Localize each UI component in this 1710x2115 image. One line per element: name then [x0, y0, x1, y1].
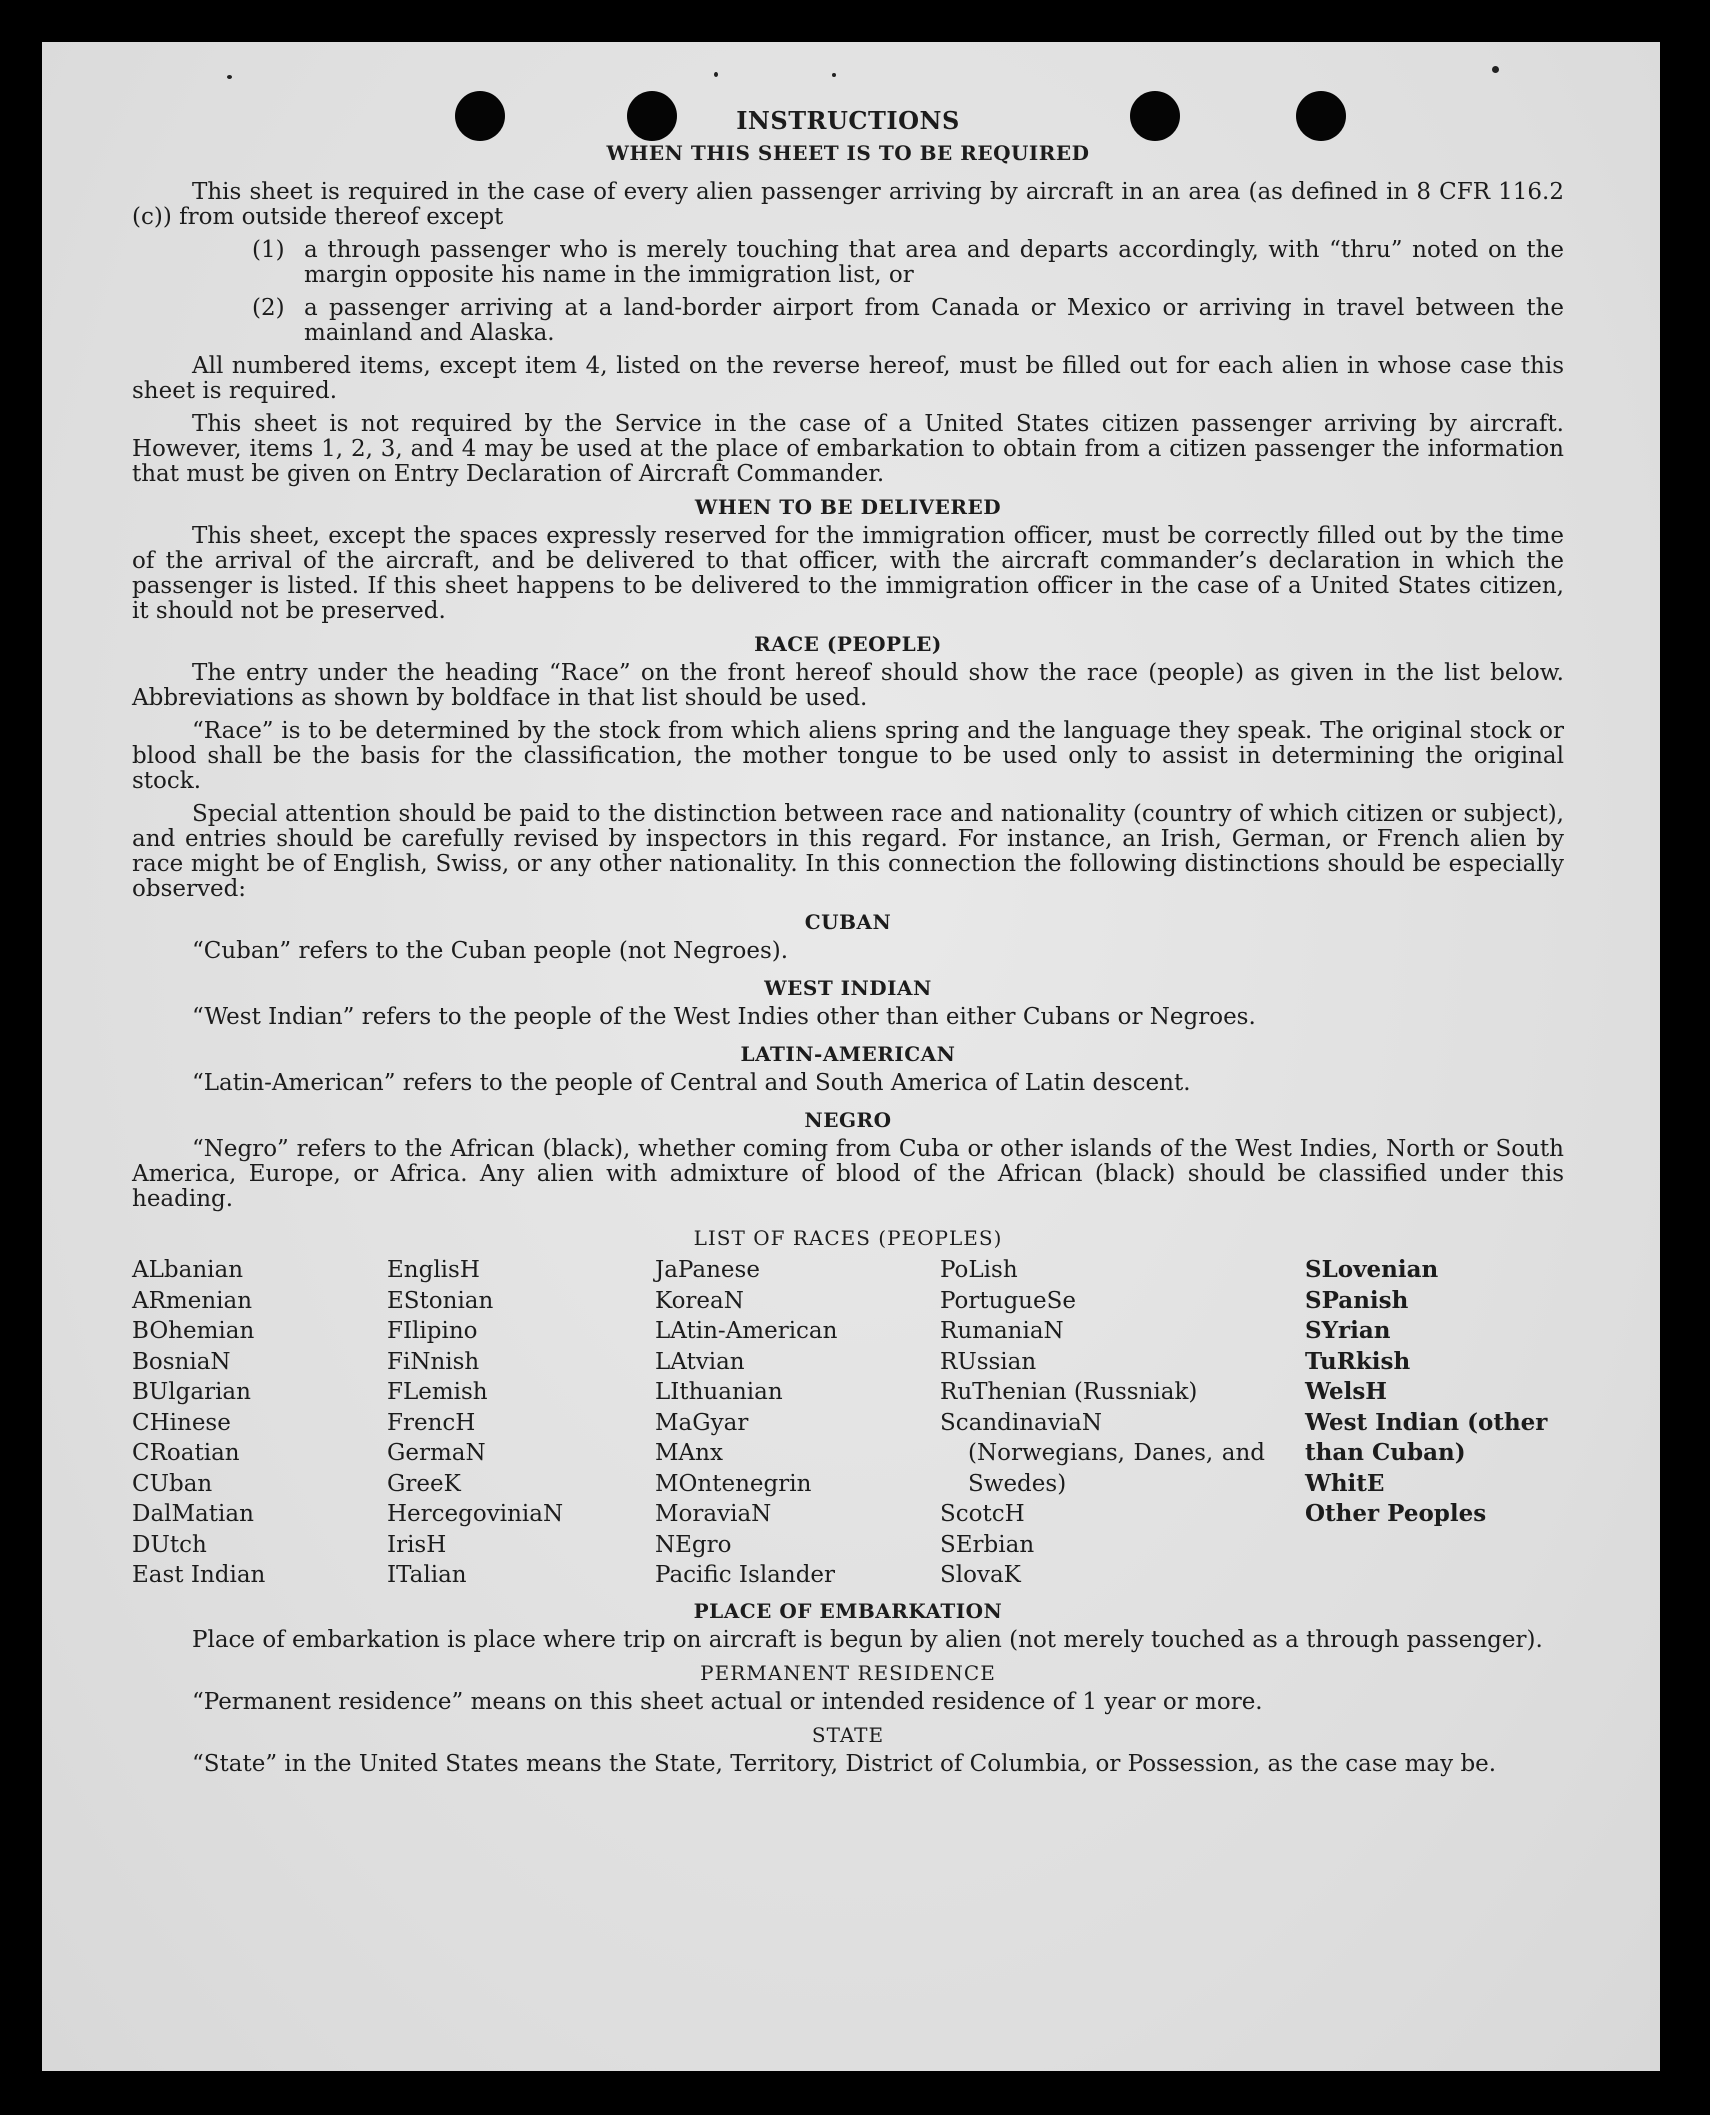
definition-text-latin-american: “Latin-American” refers to the people of Central and South America of Latin descent. [192, 1070, 1191, 1096]
race-entry: SYrian [1305, 1317, 1391, 1344]
page-title: INSTRUCTIONS [736, 106, 960, 135]
race-entry: RUssian [940, 1348, 1037, 1375]
section-heading-required: WHEN THIS SHEET IS TO BE REQUIRED [606, 141, 1090, 165]
races-column [1305, 1255, 1564, 1591]
race-entry: SLovenian [1305, 1256, 1439, 1283]
definition-heading-latin-american: LATIN-AMERICAN [740, 1042, 956, 1066]
race-entry: Pacific Islander [655, 1562, 836, 1588]
race-entry: West Indian (other than Cuban) [1305, 1408, 1548, 1466]
speck [714, 72, 718, 77]
race-entry: Other Peoples [1305, 1500, 1487, 1527]
exception-item [252, 238, 1564, 288]
definition-text-cuban: “Cuban” refers to the Cuban people (not Negroes). [192, 938, 789, 964]
state-text: “State” in the United States means the State, Territory, District of Columbia, or Possession, as the case may be. [192, 1750, 1497, 1777]
race-entry: MoraviaN [655, 1501, 772, 1527]
definition-heading-cuban: CUBAN [804, 910, 892, 934]
race-entry: CRoatian [132, 1440, 240, 1466]
section-heading-race: RACE (PEOPLE) [754, 632, 942, 656]
section-heading-residence: PERMANENT RESIDENCE [700, 1660, 996, 1685]
race-entry: JaPanese [655, 1257, 760, 1283]
race-entry: MOntenegrin [655, 1470, 812, 1497]
race-entry: BOhemian [132, 1318, 255, 1344]
speck [832, 73, 836, 77]
race-entry: SPanish [1305, 1286, 1409, 1314]
definition-heading-west-indian: WEST INDIAN [764, 976, 932, 1000]
race-entry: RuThenian (Russniak) [940, 1379, 1198, 1405]
speck [227, 75, 232, 79]
exception-number: (2) [252, 295, 285, 321]
race-entry: ITalian [387, 1562, 467, 1588]
race-entry: EnglisH [387, 1257, 480, 1283]
race-paragraph: “Race” is to be determined by the stock from which aliens spring and the language they speak. The original stock or blood shall be the basis for the classification, the mother tongue to be used only to assist in determining the original stock. [132, 718, 1564, 794]
race-entry: BosniaN [132, 1348, 231, 1375]
race-entry: LAtvian [655, 1348, 745, 1375]
race-entry: TuRkish [1305, 1347, 1411, 1375]
race-entry: NEgro [655, 1531, 732, 1558]
required-intro: This sheet is required in the case of every alien passenger arriving by aircraft in an area (as defined in 8 CFR 116.2 (c)) from outside thereof except [132, 179, 1564, 230]
race-entry: KoreaN [655, 1287, 744, 1314]
race-entry: FrencH [387, 1409, 476, 1436]
race-entry: ARmenian [132, 1287, 253, 1314]
race-entry: IrisH [387, 1531, 447, 1558]
race-entry: FLemish [387, 1379, 488, 1405]
exception-number: (1) [252, 237, 285, 263]
exception-item [252, 296, 1564, 346]
race-entry: WelsH [1305, 1378, 1388, 1405]
race-entry: BUlgarian [132, 1379, 251, 1405]
race-entry: SErbian [940, 1531, 1035, 1558]
citizen-text: This sheet is not required by the Service in the case of a United States citizen passenger arriving by aircraft. However, items 1, 2, 3, and 4 may be used at the place of embarkation to obtain from a citizen passenger the information that must be given on Entry Declaration of Aircraft Commander. [132, 411, 1564, 487]
races-column [387, 1255, 655, 1591]
race-entry: LIthuanian [655, 1379, 783, 1405]
race-entry: FiNnish [387, 1348, 480, 1375]
race-entry: EStonian [387, 1287, 494, 1314]
race-entry: WhitE [1305, 1469, 1385, 1497]
race-entry: RumaniaN [940, 1318, 1064, 1344]
race-entry: MaGyar [655, 1409, 749, 1436]
race-entry: LAtin-American [655, 1318, 838, 1344]
race-entry: SlovaK [940, 1562, 1021, 1588]
race-entry: DalMatian [132, 1501, 254, 1527]
section-heading-embarkation: PLACE OF EMBARKATION [693, 1598, 1003, 1623]
exception-text: a passenger arriving at a land-border airport from Canada or Mexico or arriving in travel between the mainland and Alaska. [304, 295, 1564, 346]
race-entry: CUban [132, 1470, 213, 1497]
definition-text-west-indian: “West Indian” refers to the people of the West Indies other than either Cubans or Negroes. [192, 1004, 1256, 1030]
race-entry: PoLish [940, 1257, 1018, 1283]
race-entry: PortugueSe [940, 1287, 1076, 1314]
race-paragraph: The entry under the heading “Race” on the front hereof should show the race (people) as given in the list below. Abbreviations as shown by boldface in that list should be used. [132, 660, 1564, 711]
definition-heading-negro: NEGRO [804, 1108, 892, 1132]
race-entry: ALbanian [132, 1257, 244, 1283]
exception-text: a through passenger who is merely touching that area and departs accordingly, with “thru” noted on the margin opposite his name in the immigration list, or [304, 237, 1564, 288]
race-entry: DUtch [132, 1531, 207, 1558]
document-sheet [42, 42, 1660, 2071]
race-entry: GermaN [387, 1440, 486, 1466]
races-column [940, 1255, 1305, 1591]
races-column [132, 1255, 387, 1591]
section-heading-delivered: WHEN TO BE DELIVERED [694, 495, 1002, 519]
races-list [132, 1255, 1564, 1591]
delivered-text: This sheet, except the spaces expressly reserved for the immigration officer, must be correctly filled out by the time of the arrival of the aircraft, and be delivered to that officer, with the aircraft commander’s declaration in which the passenger is listed. If this sheet happens to be delivered to the immigration officer in the case of a United States citizen, it should not be preserved. [132, 523, 1564, 624]
race-entry: CHinese [132, 1409, 231, 1436]
race-entry: East Indian [132, 1562, 266, 1588]
definition-text-negro: “Negro” refers to the African (black), whether coming from Cuba or other islands of the West Indies, North or South America, Europe, or Africa. Any alien with admixture of blood of the African (black) should be classified under this heading. [132, 1136, 1564, 1212]
race-entry: GreeK [387, 1470, 461, 1497]
race-entry: HercegoviniaN [387, 1501, 564, 1527]
instructions-content [132, 108, 1564, 1785]
race-entry: FIlipino [387, 1318, 478, 1344]
residence-text: “Permanent residence” means on this sheet actual or intended residence of 1 year or more. [192, 1688, 1263, 1715]
speck [1492, 66, 1499, 73]
race-paragraph: Special attention should be paid to the distinction between race and nationality (country of which citizen or subject), and entries should be carefully revised by inspectors in this regard. For instance, an Irish, German, or French alien by race might be of English, Swiss, or any other nationality. In this connection the following distinctions should be especially observed: [132, 801, 1564, 902]
race-entry: ScotcH [940, 1501, 1025, 1527]
race-entry: ScandinaviaN (Norwegians, Danes, and Swedes) [940, 1409, 1265, 1497]
embarkation-text: Place of embarkation is place where trip on aircraft is begun by alien (not merely touched as a through passenger). [192, 1626, 1543, 1653]
race-entry: MAnx [655, 1440, 723, 1466]
races-column [655, 1255, 940, 1591]
numbered-items-text: All numbered items, except item 4, listed on the reverse hereof, must be filled out for each alien in whose case this sheet is required. [132, 353, 1564, 404]
races-list-heading: LIST OF RACES (PEOPLES) [693, 1226, 1003, 1250]
section-heading-state: STATE [811, 1722, 885, 1747]
